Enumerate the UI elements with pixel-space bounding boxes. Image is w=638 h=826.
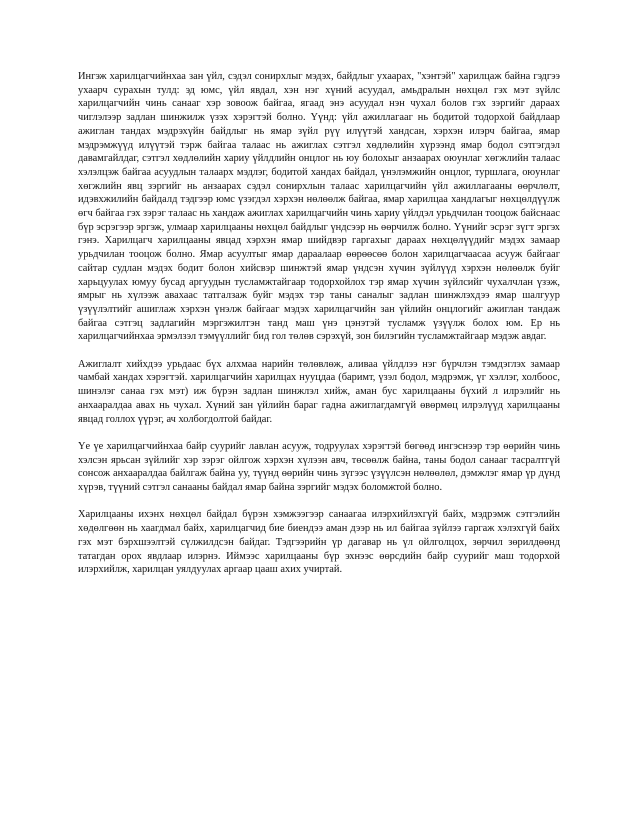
paragraph-2: Ажиглалт хийхдээ урьдаас бүх алхмаа нарийн төлөвлөж, аливаа үйлдлээ нэг бүрчлэн тэмдэглэх замаар чамбай хандах хэрэгтэй. харилцагчийн харилцах нууцдаа (баримт, үзэл бодол, мэдрэмж, үг хэллэг, холбоос, шинэлэг санаа гэх мэт) иж бүрэн задлан шинжлэл хийж, аман бус харилцааны бүхий л илрэлийг нь анхааралдаа авах нь чухал. Хүний зан үйлийн бараг гадна ажиглагдамгүй өвөрмөц илрэлүүд харилцааны явцад голлох үүрэг, ач холбогдолтой байдаг.: [78, 358, 560, 425]
paragraph-4: Харилцааны ихэнх нөхцөл байдал бүрэн хэмжээгээр санаагаа илэрхийлэхгүй байх, мэдрэмж сэтгэлийн хөдөлгөөн нь хаагдмал байх, харилцагчид бие биендээ аман дээр нь ил байгаа зүйлээ гаргаж хэлэхгүй байх гэх мэт бэрхшээлтэй сүлжилдсэн байдаг. Тэдгээрийн үр дагавар нь үл ойлголцох, зөрчил зөрилдөөнд татагдан орох явдлаар илэрнэ. Иймээс харилцааны бүр эхнээс өөрсдийн байр суурийг маш тодорхой илэрхийлж, харилцан уялдуулах аргаар цааш ахих учиртай.: [78, 509, 560, 576]
paragraph-3: Үе үе харилцагчийнхаа байр суурийг лавлан асууж, тодруулах хэрэгтэй бөгөөд ингэснээр тэр өөрийн чинь хэлсэн ярьсан зүйлийг хэр зэрэг ойлгож хэрхэн хүлээн авч, төсөөлж байна, таны бодол санааг тасралтгүй сонсож анхааралдаа байлгаж байна уу, түүнд өөрийн чинь зүгээс үзүүлсэн нөлөөлөл, дэмжлэг ямар үр дүнд хүрэв, түүний сэтгэл санааны байдал ямар байна зэргийг мэдэх боломжтой болно.: [78, 440, 560, 494]
document-page: [78, 70, 560, 591]
paragraph-1: Ингэж харилцагчийнхаа зан үйл, сэдэл сонирхлыг мэдэх, байдлыг ухаарах, "хэнтэй" харилцаж байна гэдгээ ухаарч сурахын тулд: эд юмс, үйл явдал, хэн нэг хүний асуудал, амьдралын нөхцөл гэх мэт зүйлс харилцагчийн чинь санааг хэр зовоож байгаа, ягаад энэ асуудал нэн чухал болов гэх зэргийг дараах чиглэлээр задлан шинжилж үзэх хэрэгтэй болно. Үүнд: үйл ажиллагааг нь бодитой тодорхой байдлаар ажиглан тандах мэдрэхүйн байдлыг нь ямар зүйл рүү илүүтэй хандсан, хэрхэн илэрч байгаа, ямар мэдрэмжүүд илүүтэй тэрж байгаа талаас нь ажиглах сэтгэл хөдлөлийн хүрээнд ямар бодол сэтгэгдэл давамгайлдаг, сэтгэл хөдлөлийн хариу үйлдлийн онцлог нь юу болохыг анзаарах оюунлаг хөгжлийн талаас хэлэлцэж байгаа асуудлын талаарх мэдлэг, бодитой хандах байдал, үнэлэмжийн онцлог, туршлага, оюунлаг хөгжлийн явц зэргийг нь анзаарах сэдэл сонирхлын талаас харилцагчийн үйл ажиллагааны өөрчлөлт, идэвхжилийн байдалд тэдгээр юмс үзэгдэл хэрхэн нөлөөлж байгаа, ямар харилцаа хандлагыг нөхцөлдүүлж өгч байгаа гэх зэрэг талаас нь хандаж ажиглах харилцагчийн чинь хариу үйлдэл урьдчилан тооцож байснаас бүр эсрэгээр эргэж, улмаар харилцааны нөхцөл байдлыг үндсээр нь өөрчилж болно. Үүнийг эсрэг зүгт эргэх гэнэ. Харилцагч харилцааны явцад хэрхэн ямар шийдвэр гаргахыг дараах нөхцөлүүдийг мэдэх замаар урьдчилан тооцож болно. Ямар асуултыг ямар дараалаар өөрөөсөө болон харилцагчаасаа асууж байгааг сайтар судлан мэдэх бодит болон хийсвэр шинжтэй ямар үндсэн хүчин зүйлүүд хэрхэн нөлөөлж буйг харьцуулах юмуу бусад аргуудын тусламжтайгаар тодорхойлох тэр ямар хүчин зүйлсийг чухалчлан үзэж, ямрыг нь хүлээж авахаас татгалзаж буйг мэдэх тэр таны саналыг задлан шинжлэхдээ ямар шалгуур үзүүлэлтийг ашиглаж хэрхэн үнэлж байгааг мэдэх харилцагчийн зан үйлийн онцлогийг ажиглан тандаж байгаа сэтгэц задлагийн мэргэжилтэн танд маш үнэ цэнэтэй тусламж үзүүлж болох юм. Ер нь харилцагчийнхаа эрмэлзэл тэмүүллийг бид гол төлөв сэрэхүй, зон билэгийн тусламжтайгаар мэдэж авдаг.: [78, 71, 560, 343]
